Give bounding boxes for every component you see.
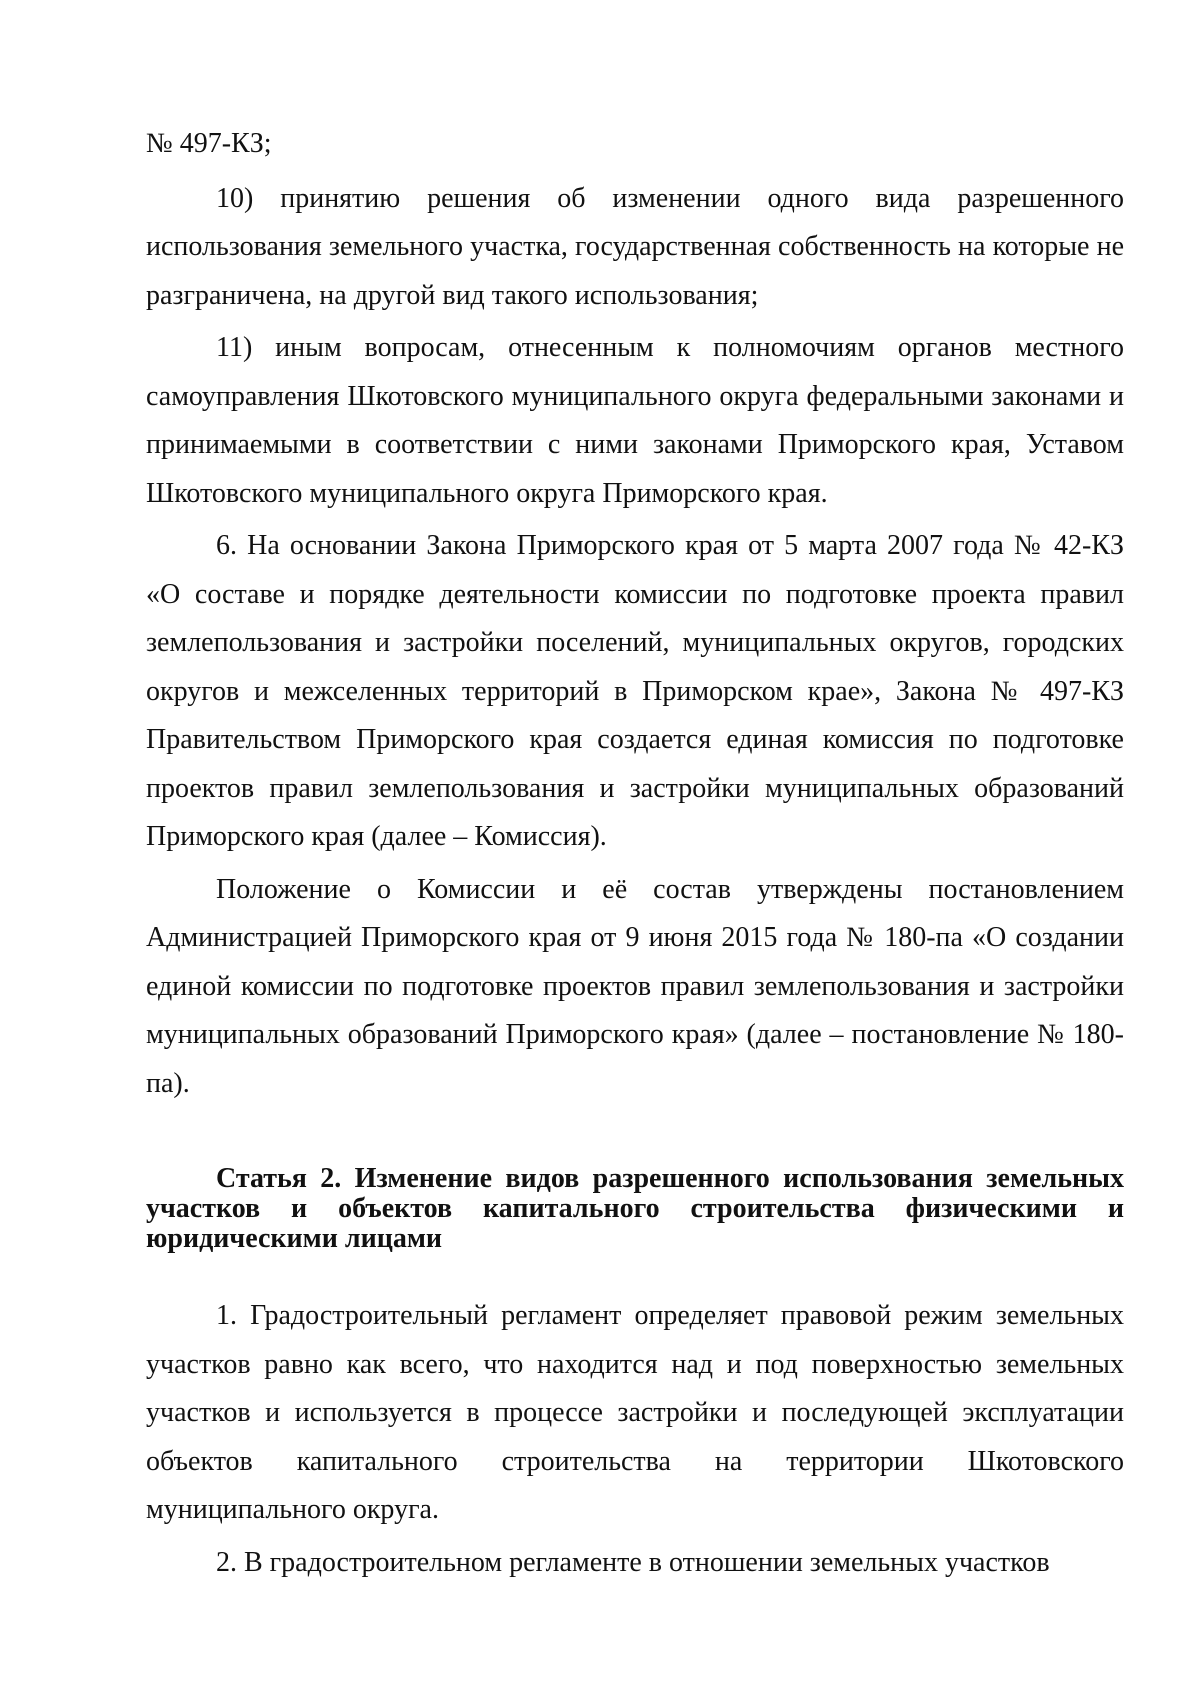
top-text-block [146, 120, 1124, 1108]
paragraph-1: 1. Градостроительный регламент определяет правовой режим земельных участков равно как всего, что находится над и под поверхностью земельных участков и используется в процессе застройки и последующей эксплуатации объектов капитального строительства на территории Шкотовского муниципального округа. [146, 1300, 1124, 1525]
paragraph-2: 2. В градостроительном регламенте в отношении земельных участков [216, 1546, 1050, 1578]
list-item-11: 11) иным вопросам, отнесенным к полномочиям органов местного самоуправления Шкотовского муниципального округа федеральными законами и принимаемыми в соответствии с ними законами Приморского края, Уставом Шкотовского муниципального округа Приморского края. [146, 332, 1124, 509]
paragraph-6: 6. На основании Закона Приморского края от 5 марта 2007 года № 42-КЗ «О составе и порядке деятельности комиссии по подготовке проекта правил землепользования и застройки поселений, муниципальных округов, городских округов и межселенных территорий в Приморском крае», Закона № 497-КЗ Правительством Приморского края создается единая комиссия по подготовке проектов правил землепользования и застройки муниципальных образований Приморского края (далее – Комиссия). [146, 530, 1124, 852]
bottom-text-block [146, 1292, 1124, 1587]
article-heading: Статья 2. Изменение видов разрешенного использования земельных участков и объектов капитального строительства физическими и юридическими лицами [146, 1163, 1124, 1254]
line-continuation: № 497-КЗ; [146, 128, 272, 159]
paragraph-position: Положение о Комиссии и её состав утверждены постановлением Администрацией Приморского края от 9 июня 2015 года № 180-па «О создании единой комиссии по подготовке проектов правил землепользования и застройки муниципальных образований Приморского края» (далее – постановление № 180-па). [146, 873, 1124, 1099]
list-item-10: 10) принятию решения об изменении одного вида разрешенного использования земельного участка, государственная собственность на которые не разграничена, на другой вид такого использования; [146, 182, 1124, 311]
